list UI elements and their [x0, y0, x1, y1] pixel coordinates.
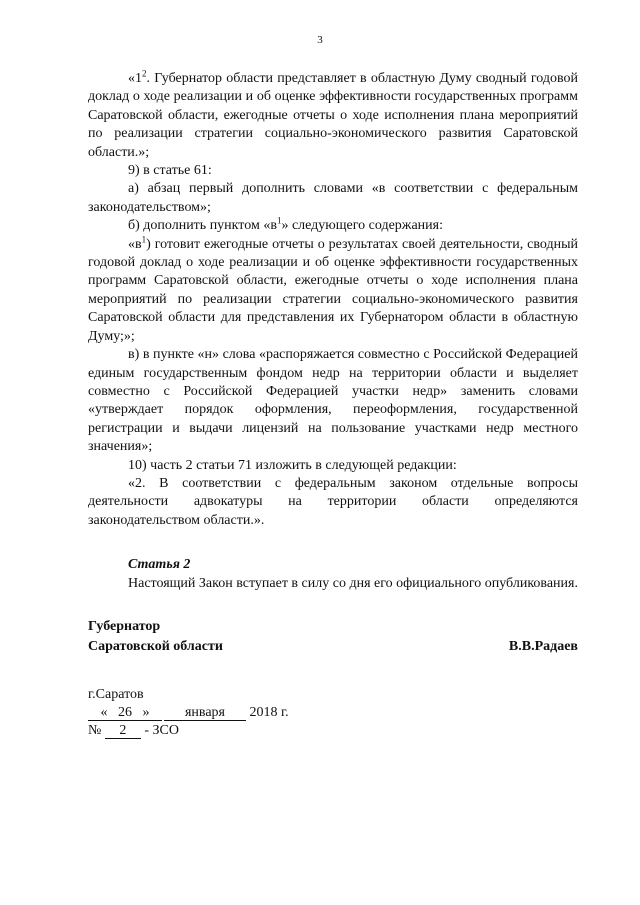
paragraph-4: б) дополнить пунктом «$в^1$» следующего содержания:	[128, 215, 443, 234]
date-month-field: января	[164, 705, 246, 721]
document-body	[88, 70, 578, 593]
paragraph-2: 9) в статье 61:	[128, 163, 212, 179]
date-day-field: « 26 »	[88, 705, 162, 721]
date-year: 2018 г.	[249, 705, 289, 720]
paragraph-7: 10) часть 2 статьи 71 изложить в следующей редакции:	[128, 457, 457, 473]
paragraph-3: а) абзац первый дополнить словами «в соответствии с федеральным законодательством»;	[88, 181, 578, 215]
signature-block	[88, 617, 578, 657]
document-footer	[88, 686, 289, 740]
article-text: Настоящий Закон вступает в силу со дня его официального опубликования.	[128, 575, 578, 591]
city: г.Саратов	[88, 687, 144, 702]
signer-title-line-2: Саратовской области	[88, 639, 223, 654]
paragraph-1: «$1^2$. Губернатор области представляет в областную Думу сводный годовой доклад о ходе реализации и об оценке эффективности государственных программ Саратовской области, ежегодные отчеты о ходе исполнения плана мероприятий по реализации стратегии социально-экономического развития Саратовской области.»;	[88, 68, 578, 160]
paragraph-5: «$в^1$) готовит ежегодные отчеты о результатах своей деятельности, сводный годовой доклад о ходе реализации и об оценке эффективности государственных программ Саратовской области, ежегодные отчеты о ходе исполнения плана мероприятий по реализации стратегии социально-экономического развития Саратовской области для представления их Губернатором области в областную Думу;»;	[88, 234, 578, 344]
date-line	[88, 704, 289, 722]
signer-name: В.В.Радаев	[508, 639, 578, 654]
number-suffix: - ЗСО	[144, 723, 179, 738]
number-field: 2	[105, 723, 141, 739]
signer-title-line-1: Губернатор	[88, 619, 161, 634]
number-prefix: №	[88, 723, 102, 738]
page-number: 3	[317, 34, 323, 46]
number-line	[88, 722, 289, 740]
paragraph-6: в) в пункте «н» слова «распоряжается совместно с Российской Федерацией единым государственным фондом недр на территории области и выделяет совместно с Российской Федерацией участки недр» заменить словами «утверждает порядок оформления, переоформления, государственной регистрации и выдачи лицензий на пользование участками недр местного значения»;	[88, 347, 578, 455]
article-heading: Статья 2	[128, 557, 191, 573]
paragraph-8: «2. В соответствии с федеральным законом отдельные вопросы деятельности адвокатуры на территории области определяются законодательством области.».	[88, 475, 578, 528]
